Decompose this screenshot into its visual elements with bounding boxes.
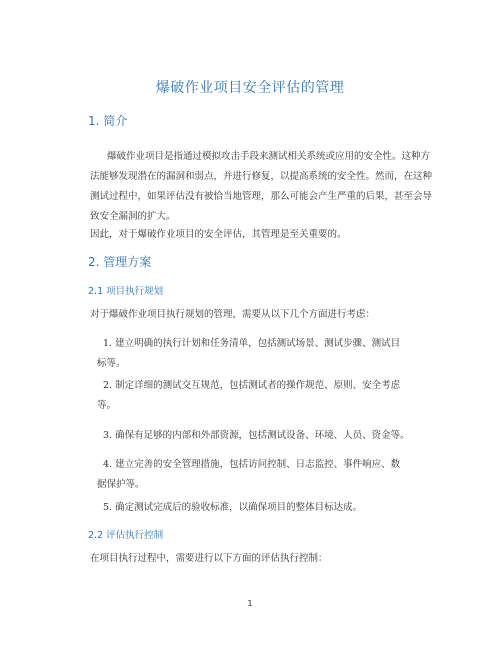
list-item-line: 3. 确保有足够的内部和外部资源，包括测试设备、环境、人员、资金等。 bbox=[103, 430, 410, 441]
list-item-line: 2. 制定详细的测试交互规范，包括测试者的操作规范、原则、安全考虑 bbox=[103, 380, 401, 391]
intro-paragraph bbox=[90, 147, 433, 227]
document-title: 爆破作业项目安全评估的管理 bbox=[155, 80, 345, 96]
list-item bbox=[103, 498, 433, 518]
paragraph-line: 法能够发现潜在的漏洞和弱点，并进行修复，以提高系统的安全性。然而，在这种 bbox=[90, 171, 433, 182]
conclusion-paragraph bbox=[90, 225, 420, 245]
paragraph-line: 测试过程中，如果评估没有被恰当地管理，那么可能会产生严重的后果，甚至会导 bbox=[90, 191, 433, 202]
list-item bbox=[97, 376, 433, 416]
paragraph-line: 对于爆破作业项目执行规划的管理，需要从以下几个方面进行考虑： bbox=[90, 309, 376, 320]
subsection-heading-planning: 2.1 项目执行规划 bbox=[88, 286, 164, 297]
list-item-line: 据保护等。 bbox=[97, 479, 145, 490]
paragraph-line: 在项目执行过程中，需要进行以下方面的评估执行控制： bbox=[90, 553, 328, 564]
page-number: 1 bbox=[247, 599, 253, 608]
planning-intro bbox=[90, 305, 420, 325]
paragraph-line: 因此，对于爆破作业项目的安全评估，其管理是至关重要的。 bbox=[90, 229, 347, 240]
subsection-heading-control: 2.2 评估执行控制 bbox=[88, 530, 164, 541]
list-item-line: 等。 bbox=[97, 400, 117, 411]
list-item bbox=[103, 426, 433, 446]
list-item-line: 标等。 bbox=[97, 358, 126, 369]
section-heading-introduction: 1. 简介 bbox=[88, 114, 128, 128]
list-item bbox=[97, 334, 433, 374]
list-item bbox=[97, 455, 433, 495]
list-item-line: 1. 建立明确的执行计划和任务清单，包括测试场景、测试步骤、测试目 bbox=[103, 338, 401, 349]
paragraph-line: 爆破作业项目是指通过模拟攻击手段来测试相关系统或应用的安全性。这种方 bbox=[107, 151, 431, 162]
list-item-line: 4. 建立完善的安全管理措施，包括访问控制、日志监控、事件响应、数 bbox=[103, 459, 401, 470]
control-intro bbox=[90, 549, 420, 569]
list-item-line: 5. 确定测试完成后的验收标准，以确保项目的整体目标达成。 bbox=[103, 502, 363, 513]
paragraph-line: 致安全漏洞的扩大。 bbox=[90, 211, 176, 222]
section-heading-management: 2. 管理方案 bbox=[88, 255, 152, 269]
